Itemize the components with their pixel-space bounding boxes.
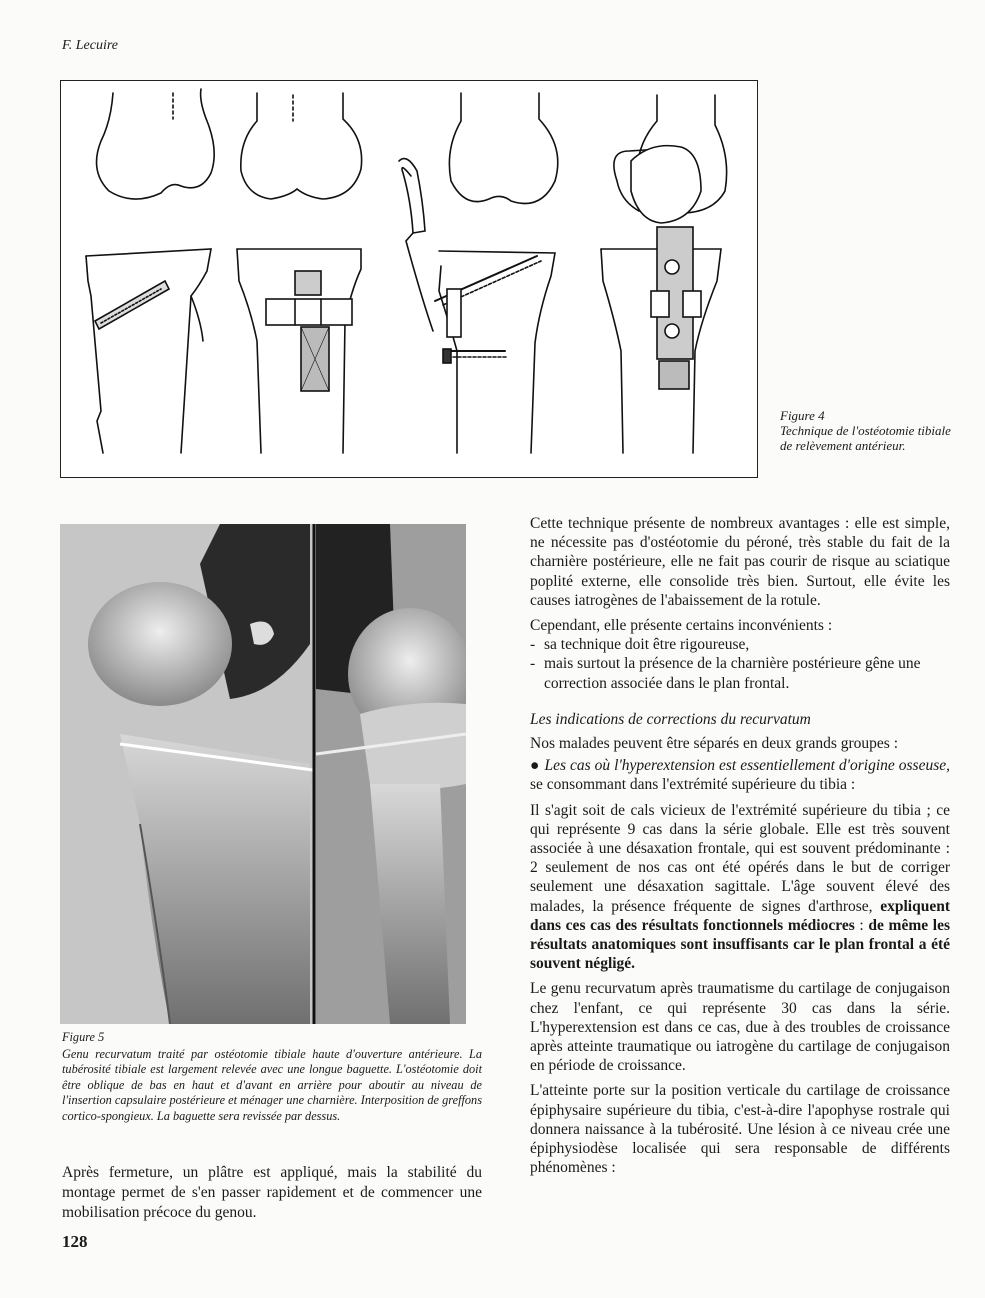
paragraph-atteinte: L'atteinte porte sur la position verticale du cartilage de croissance épiphysaire supérieure du tibia, c'est-à-dire l'apophyse rostrale qui donnera naissance à la tubérosité. Une lésion à ce niveau crée une épiphysiodèse localisée qui sera responsable de différents phénomènes : bbox=[530, 1082, 950, 1177]
paragraph-genu: Le genu recurvatum après traumatisme du cartilage de conjugaison chez l'enfant, ce qui représente 30 cas dans la série. L'hyperextension est dans ce cas, due à des troubles de croissance après atteinte traumatique ou iatrogène du cartilage de conjugaison en période de croissance. bbox=[530, 980, 950, 1075]
paragraph-cals-bold-1: expliquent dans ces cas des résultats fonctionnels médiocres bbox=[530, 897, 950, 934]
paragraph-groups: Nos malades peuvent être séparés en deux grands groupes : bbox=[530, 735, 899, 753]
page-number: 128 bbox=[62, 1232, 88, 1251]
figure-5-radiograph bbox=[60, 524, 466, 1024]
dash-item-2-text: mais surtout la présence de la charnière postérieure gêne une correction associée dans le plan frontal. bbox=[544, 655, 921, 692]
bullet-rest-text: se consommant dans l'extrémité supérieure du tibia : bbox=[530, 776, 856, 794]
bullet-italic-text: Les cas où l'hyperextension est essentiellement d'origine osseuse, bbox=[544, 757, 950, 775]
paragraph-cals bbox=[530, 801, 950, 974]
paragraph-cals-sep: : bbox=[854, 916, 869, 934]
paragraph-cals-bold-2: de même les résultats anatomiques sont insuffisants car le plan frontal a été souvent négligé. bbox=[530, 916, 950, 973]
bullet-item bbox=[530, 756, 950, 794]
figure-4-text: Technique de l'ostéotomie tibiale de relèvement antérieur. bbox=[780, 423, 951, 453]
figure-5-caption bbox=[62, 1030, 482, 1125]
dash-item-1-text: sa technique doit être rigoureuse, bbox=[544, 636, 750, 654]
figure-4-drawing bbox=[61, 81, 759, 479]
right-column-text bbox=[530, 514, 950, 1184]
dash-item-2: - mais surtout la présence de la charnière postérieure gêne une correction associée dans le plan frontal. bbox=[530, 654, 950, 692]
figure-4-caption bbox=[780, 408, 955, 453]
paragraph-cals-text: Il s'agit soit de cals vicieux de l'extrémité supérieure du tibia ; ce qui représente 9 cas dans la série globale. Elle est très souvent associée à une désaxation frontale, qui est souvent prédominante : 2 seulement de nos cas ont été opérés dans le but de corriger seulement une désaxation sagittale. L'âge souvent élevé des malades, la présence fréquente de signes d'arthrose, bbox=[530, 801, 950, 915]
figure-4-panel-2 bbox=[237, 93, 362, 453]
dash-item-1: - sa technique doit être rigoureuse, bbox=[530, 635, 950, 654]
paragraph-advantages: Cette technique présente de nombreux avantages : elle est simple, ne nécessite pas d'ostéotomie du péroné, très stable du fait de la charnière postérieure, elle ne fait pas courir de risque au sciatique poplité externe, elle consolide très bien. Surtout, elle évite les causes iatrogènes de l'abaissement de la rotule. bbox=[530, 515, 950, 609]
figure-4-label: Figure 4 bbox=[780, 408, 825, 423]
left-column-paragraph: Après fermeture, un plâtre est appliqué, mais la stabilité du montage permet de s'en passer rapidement et de commencer une mobilisation précoce du genou. bbox=[62, 1164, 482, 1221]
section-heading: Les indications de corrections du recurvatum bbox=[530, 710, 811, 728]
running-header-author: F. Lecuire bbox=[62, 38, 118, 53]
figure-4-panel-1 bbox=[86, 89, 214, 453]
figure-4-panel-3 bbox=[399, 93, 558, 453]
figure-5-radiograph-image bbox=[60, 524, 466, 1024]
figure-5-label: Figure 5 bbox=[62, 1030, 105, 1044]
paragraph-inconvenients: Cependant, elle présente certains inconvénients : bbox=[530, 617, 833, 635]
bullet-icon: ● bbox=[530, 757, 540, 775]
figure-5-text: Genu recurvatum traité par ostéotomie tibiale haute d'ouverture antérieure. La tubérosité tibiale est largement relevée avec une longue baguette. L'ostéotomie doit être oblique de bas en haut et d'avant en arrière pour aboutir au niveau de l'insertion capsulaire postérieure et ménager une charnière. Interposition de greffons cortico-spongieux. La baguette sera revissée par dessus. bbox=[62, 1046, 482, 1123]
figure-4-illustration bbox=[60, 80, 758, 478]
figure-4-panel-4 bbox=[601, 95, 727, 453]
